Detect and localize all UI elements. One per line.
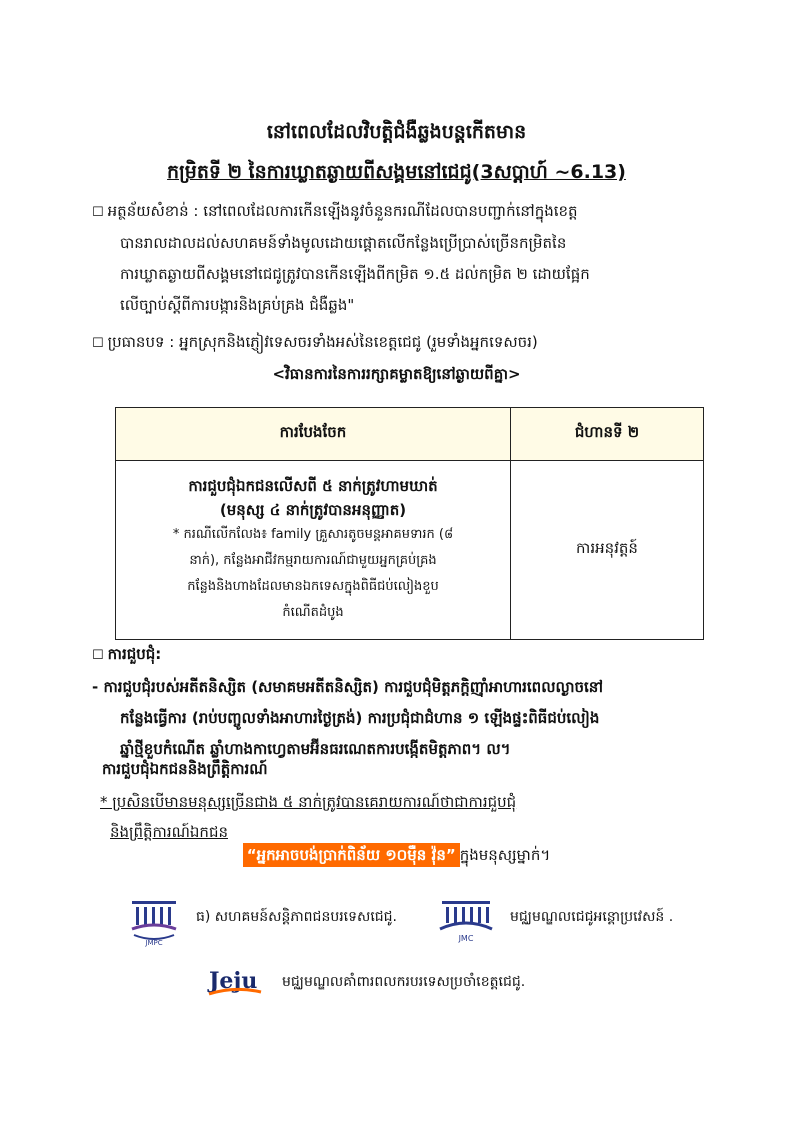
- meetings-heading: [92, 645, 161, 667]
- table-row: [116, 461, 704, 640]
- fine-suffix: ក្នុងមនុស្សម្នាក់។: [459, 846, 551, 864]
- jmpc-name: ធ) សហគមន៍សន្តិភាពជនបរទេសជេជូ.: [196, 909, 397, 925]
- purpose-label: អត្ថន័យសំខាន់ :: [107, 202, 199, 220]
- subject-text: អ្នកស្រុកនិងភ្ញៀវទេសចរទាំងអស់នៃខេត្តជេជូ (រួមទាំងអ្នកទេសចរ): [179, 333, 538, 351]
- warning-text: [100, 787, 660, 847]
- jmc-logo-icon: [438, 895, 494, 945]
- jmc-name: មជ្ឈមណ្ឌលជេជូអន្តោប្រវេសន៍ .: [510, 909, 674, 925]
- gathering-heading: ការជួបជុំឯកជននិងព្រឹត្តិការណ៍: [102, 760, 268, 778]
- warning-line: និងព្រឹត្តិការណ៍ឯកជន: [110, 823, 228, 841]
- warning-line: * ប្រសិនបើមានមនុស្សច្រើនជាង ៥ នាក់ត្រូវបានគេរាយការណ៍ថាជាការជួបជុំ: [100, 793, 517, 811]
- purpose-line: លើច្បាប់ស្តីពីការបង្ការនិងគ្រប់គ្រង ជំងឺឆ្លង": [120, 296, 355, 314]
- meetings-heading-text: ការជួបជុំ:: [107, 645, 162, 663]
- jeju-logo-icon: [205, 962, 265, 1002]
- checkbox-icon: ☐: [92, 648, 104, 663]
- table-header-row: [116, 408, 704, 461]
- purpose-line: ការឃ្លាតឆ្ងាយពីសង្គមនៅជេជូត្រូវបានកើនឡើងពីកម្រិត ១.៥ ដល់កម្រិត ២ ដោយផ្អែក: [120, 265, 590, 283]
- fine-line: [0, 846, 793, 868]
- subject-paragraph: [92, 327, 712, 359]
- title-line-2: កម្រិតទី ២ នៃការឃ្លាតឆ្ងាយពីសង្គមនៅជេជូ(3សប្តាហ៍ ~6.13): [167, 161, 626, 183]
- table-cell-status: ការអនុវត្តន៍: [511, 461, 704, 640]
- measures-table: [115, 407, 704, 640]
- jeju-name: មជ្ឈមណ្ឌលគាំពារពលករបរទេសប្រចាំខេត្តជេជូ.: [282, 974, 526, 990]
- rule-note-line: កំណើតដំបូង: [282, 605, 344, 620]
- checkbox-icon: ☐: [92, 205, 104, 220]
- jmpc-logo-text: JMPC: [145, 939, 163, 947]
- measures-subheading: <វិធានការនៃការរក្សាគម្លាតឱ្យនៅឆ្ងាយពីគ្នា>: [272, 365, 521, 383]
- table-header-step: ជំហានទី ២: [511, 408, 704, 461]
- table-cell-rule: [116, 461, 511, 640]
- meetings-body: [92, 672, 722, 765]
- jmc-logo-text: JMC: [458, 934, 474, 943]
- meetings-line: កន្លែងធ្វើការ (រាប់បញ្ចូលទាំងអាហារថ្ងៃត្រង់) ការប្រជុំជាជំហាន ១ ឡើងផ្ទះពិធីជប់លៀង: [120, 709, 600, 727]
- purpose-paragraph: [92, 196, 712, 321]
- purpose-line: នៅពេលដែលការកើនឡើងនូវចំនួនករណីដែលបានបញ្ជាក់នៅក្នុងខេត្ត: [203, 202, 578, 220]
- rule-note-line: កន្លែងនិងហាងដែលមានឯកទេសក្នុងពិធីជប់លៀងខួប: [187, 579, 439, 594]
- title-line-1: នៅពេលដែលវិបត្តិជំងឺឆ្លងបន្តកើតមាន: [266, 121, 527, 143]
- table-header-category: ការបែងចែក: [116, 408, 511, 461]
- rule-note-line: នាក់), កន្លែងអាជីវកម្មរាយការណ៍ជាមួយអ្នកគ្រប់គ្រង: [189, 553, 437, 568]
- jeju-logo-text: Jeju: [209, 968, 258, 994]
- jmpc-logo-icon: [128, 895, 180, 947]
- subject-label: ប្រធានបទ :: [107, 333, 175, 351]
- purpose-line: បានរាលដាលដល់សហគមន៍ទាំងមូលដោយផ្តោតលើកន្លែងប្រើប្រាស់ច្រើនកម្រិតនៃ: [120, 234, 567, 252]
- fine-highlight: “អ្នកអាចបង់ប្រាក់ពិន័យ ១០ម៉ឺន វ៉ុន”: [243, 843, 460, 867]
- rule-sub: (មនុស្ស ៤ នាក់ត្រូវបានអនុញ្ញាត): [219, 501, 407, 519]
- rule-main: ការជួបជុំឯកជនលើសពី ៥ នាក់ត្រូវហាមឃាត់: [188, 477, 438, 495]
- meetings-line: - ការជួបជុំរបស់អតីតនិស្សិត (សមាគមអតីតនិស្សិត) ការជួបជុំមិត្តភក្តិញ៉ាំអាហារពេលល្ងាចនៅ: [92, 678, 604, 696]
- meetings-line: ឆ្នាំថ្មីខួបកំណើត ឆ្លាំហាងកាហ្វេតាមអ៊ីនធរណេតការបង្កើតមិត្តភាព។ ល។: [120, 740, 511, 758]
- checkbox-icon: ☐: [92, 336, 104, 351]
- rule-note-line: * ករណីលើកលែង៖ family គ្រួសារតូចមន្តអាគមទារក (៨: [172, 527, 454, 542]
